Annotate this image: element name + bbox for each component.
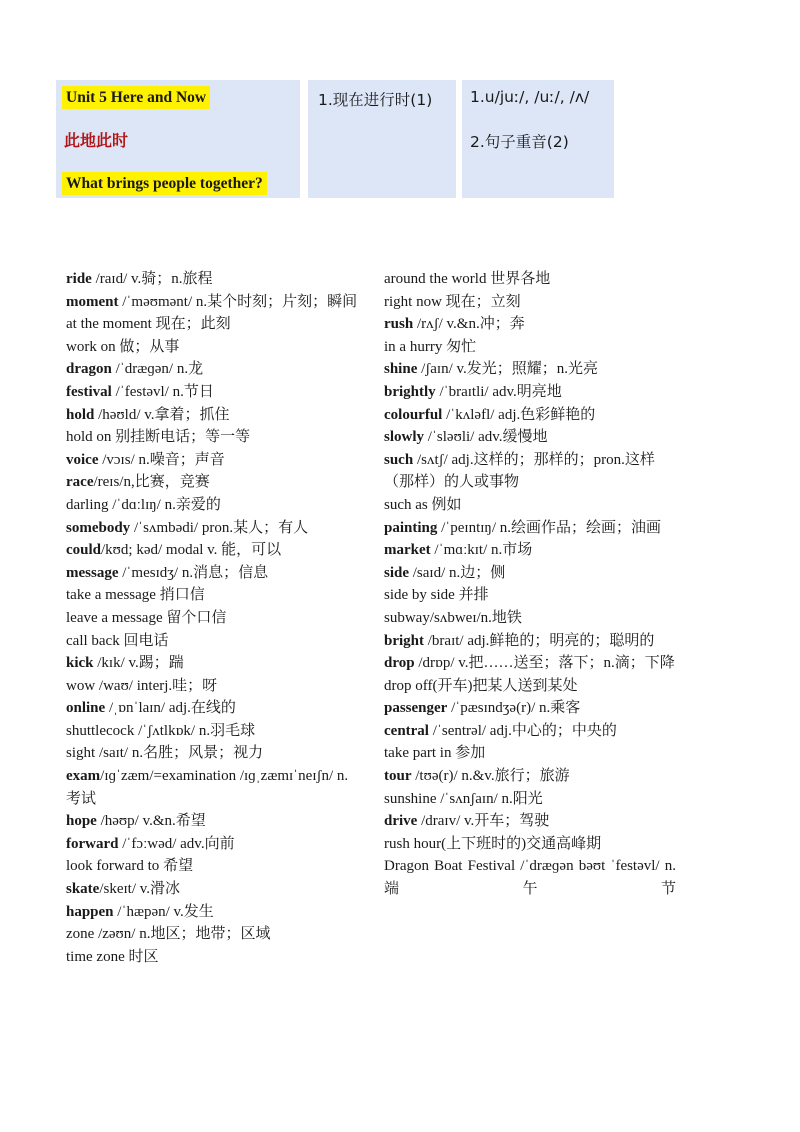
vocab-entry xyxy=(384,720,676,743)
vocab-word: exam xyxy=(66,768,101,785)
vocab-word: race xyxy=(66,474,94,491)
vocab-entry xyxy=(384,742,676,765)
grammar-item: 1.现在进行时(1) xyxy=(318,91,433,109)
vocab-entry xyxy=(384,517,676,540)
vocab-entry xyxy=(384,765,676,788)
vocab-definition: /saɪt/ n.名胜；风景；视力 xyxy=(95,745,264,762)
vocab-word: such as xyxy=(384,496,428,513)
vocab-entry xyxy=(66,449,358,472)
vocab-definition: /ˈsləʊli/ adv.缓慢地 xyxy=(424,429,548,446)
vocab-entry xyxy=(384,291,676,314)
vocab-word: look forward to xyxy=(66,858,160,875)
vocab-entry xyxy=(384,268,676,291)
vocab-word: zone xyxy=(66,926,95,943)
vocab-word: brightly xyxy=(384,383,436,400)
vocab-definition: /zəʊn/ n.地区；地带；区域 xyxy=(94,926,271,943)
vocab-definition: /sʌtʃ/ adj.这样的；那样的；pron.这样（那样）的人或事物 xyxy=(384,451,655,491)
vocab-word: forward xyxy=(66,835,119,852)
vocab-entry xyxy=(384,449,676,494)
vocab-entry xyxy=(66,358,358,381)
vocab-definition: 参加 xyxy=(451,745,486,762)
vocab-entry xyxy=(384,336,676,359)
vocab-definition: /waʊ/ interj.哇；呀 xyxy=(95,677,218,694)
vocab-entry xyxy=(384,675,676,698)
vocab-entry xyxy=(66,855,358,878)
vocab-definition: 现在；立刻 xyxy=(441,293,521,310)
vocab-definition: /ɪɡˈzæm/=examination /ɪɡˌzæmɪˈneɪʃn/ n.考试 xyxy=(66,768,349,807)
vocab-definition: /ˈməʊmənt/ n.某个时刻；片刻；瞬间 xyxy=(118,293,358,310)
vocab-word: take a message xyxy=(66,587,156,604)
vocab-word: moment xyxy=(66,293,119,310)
vocab-definition: 例如 xyxy=(427,496,462,513)
vocab-word: painting xyxy=(384,519,438,536)
vocab-word: rush hour xyxy=(384,835,442,852)
vocab-entry xyxy=(66,630,358,653)
vocab-definition: 留个口信 xyxy=(162,609,227,626)
vocab-entry xyxy=(384,788,676,811)
vocab-definition: /skeɪt/ v.滑冰 xyxy=(99,881,181,898)
vocab-definition: /ˈkʌləfl/ adj.色彩鲜艳的 xyxy=(442,406,596,423)
vocab-definition: /raɪd/ v.骑；n.旅程 xyxy=(91,271,213,287)
vocab-definition: /ˈdræɡən/ n.龙 xyxy=(111,361,204,378)
vocab-word: wow xyxy=(66,677,96,694)
vocab-entry xyxy=(66,494,358,517)
vocab-word: festival xyxy=(66,383,112,400)
vocab-definition: 现在；此刻 xyxy=(151,316,231,333)
vocab-definition: (上下班时的)交通高峰期 xyxy=(441,835,602,852)
vocab-entry xyxy=(66,652,358,675)
vocab-word: dragon xyxy=(66,361,112,378)
vocab-entry xyxy=(66,697,358,720)
vocab-entry xyxy=(384,652,676,675)
vocab-entry xyxy=(66,426,358,449)
vocab-entry xyxy=(384,833,676,856)
vocab-entry xyxy=(384,426,676,449)
vocab-entry xyxy=(66,336,358,359)
vocab-word: market xyxy=(384,542,431,559)
unit-title-cn: 此地此时 xyxy=(64,131,129,150)
vocab-definition: /kʊd; kəd/ modal v. 能，可以 xyxy=(101,542,282,559)
vocab-definition: /ˈmɑːkɪt/ n.市场 xyxy=(430,542,533,559)
vocab-definition: /ˌɒnˈlaɪn/ adj.在线的 xyxy=(105,700,236,717)
vocab-entry xyxy=(384,607,676,630)
vocab-entry xyxy=(66,562,358,585)
vocab-entry xyxy=(384,539,676,562)
vocab-word: time zone xyxy=(66,948,125,965)
vocab-word: voice xyxy=(66,451,99,468)
vocab-column-left xyxy=(66,268,358,968)
vocab-definition: 世界各地 xyxy=(486,271,551,287)
vocab-word: passenger xyxy=(384,700,448,717)
vocab-definition: /ˈfestəvl/ n.节日 xyxy=(111,383,214,400)
pronunciation-item-1: 1.u/juː/, /uː/, /ʌ/ xyxy=(470,88,590,106)
vocab-word: happen xyxy=(66,903,114,920)
vocab-word: at the moment xyxy=(66,316,152,333)
vocab-definition: /həʊp/ v.&n.希望 xyxy=(96,813,206,830)
vocab-word: central xyxy=(384,722,429,739)
vocab-definition: 希望 xyxy=(159,858,194,875)
vocab-definition: /vɔɪs/ n.噪音；声音 xyxy=(98,451,225,468)
vocab-word: side xyxy=(384,564,410,581)
vocab-definition: /tʊə(r)/ n.&v.旅行；旅游 xyxy=(411,768,570,785)
unit-title: Unit 5 Here and Now xyxy=(62,86,210,109)
vocab-entry xyxy=(66,833,358,856)
vocab-word: could xyxy=(66,542,102,559)
vocab-entry xyxy=(66,268,358,291)
vocab-entry xyxy=(66,675,358,698)
vocab-definition: /ˈpeɪntɪŋ/ n.绘画作品；绘画；油画 xyxy=(437,519,662,536)
vocab-entry xyxy=(66,742,358,765)
vocab-entry xyxy=(384,494,676,517)
vocab-definition: /ˈsʌnʃaɪn/ n.阳光 xyxy=(436,790,543,807)
vocab-definition: /ˈhæpən/ v.发生 xyxy=(113,903,214,920)
vocab-definition: /ˈsentrəl/ adj.中心的；中央的 xyxy=(428,722,617,739)
vocab-definition: /ˈʃʌtlkɒk/ n.羽毛球 xyxy=(134,722,256,739)
vocab-definition: 并排 xyxy=(454,587,489,604)
vocab-entry xyxy=(384,358,676,381)
vocab-word: tour xyxy=(384,768,412,785)
vocab-word: message xyxy=(66,564,119,581)
vocab-word: in a hurry xyxy=(384,338,443,355)
vocab-entry xyxy=(66,291,358,314)
vocab-word: drop off xyxy=(384,677,433,694)
vocab-word: Dragon Boat Festival xyxy=(384,858,516,875)
vocab-word: drop xyxy=(384,655,415,672)
vocab-definition: /həʊld/ v.拿着；抓住 xyxy=(94,406,230,423)
vocab-definition: /ˈsʌmbədi/ pron.某人；有人 xyxy=(130,519,309,536)
vocab-definition: 别挂断电话；等一等 xyxy=(111,429,251,446)
vocab-word: sunshine xyxy=(384,790,437,807)
vocab-entry xyxy=(66,901,358,924)
vocab-word: such xyxy=(384,451,414,468)
vocab-word: subway xyxy=(384,609,430,626)
vocab-word: shuttlecock xyxy=(66,722,135,739)
vocab-entry xyxy=(384,404,676,427)
vocab-entry xyxy=(66,878,358,901)
vocab-definition: /ˈpæsɪndʒə(r)/ n.乘客 xyxy=(447,700,581,717)
vocab-definition: 匆忙 xyxy=(442,338,477,355)
vocab-word: around the world xyxy=(384,271,487,287)
unit-question: What brings people together? xyxy=(62,172,267,195)
vocab-word: darling xyxy=(66,496,109,513)
vocab-definition: /kɪk/ v.踢；踹 xyxy=(93,655,184,672)
vocab-entry xyxy=(384,381,676,404)
vocab-word: leave a message xyxy=(66,609,163,626)
vocab-definition: 时区 xyxy=(124,948,159,965)
vocab-definition: /ʃaɪn/ v.发光；照耀；n.光亮 xyxy=(417,361,599,378)
vocab-entry xyxy=(66,720,358,743)
vocab-definition: /ˈdɑːlɪŋ/ n.亲爱的 xyxy=(108,496,221,513)
vocab-entry xyxy=(384,630,676,653)
vocab-definition: /rʌʃ/ v.&n.冲；奔 xyxy=(413,316,525,333)
vocab-word: online xyxy=(66,700,106,717)
vocab-definition: /ˈfɔːwəd/ adv.向前 xyxy=(118,835,235,852)
vocab-entry xyxy=(66,946,358,969)
vocab-entry xyxy=(66,313,358,336)
vocab-definition: /saɪd/ n.边；侧 xyxy=(409,564,506,581)
vocab-word: sight xyxy=(66,745,96,762)
vocab-word: call back xyxy=(66,632,120,649)
vocab-definition: /drɒp/ v.把……送至；落下；n.滴；下降 xyxy=(414,655,675,672)
vocab-definition: /draɪv/ v.开车；驾驶 xyxy=(417,813,550,830)
vocab-entry xyxy=(66,810,358,833)
vocab-word: side by side xyxy=(384,587,455,604)
vocab-word: colourful xyxy=(384,406,443,423)
vocab-entry xyxy=(384,584,676,607)
vocab-entry xyxy=(66,607,358,630)
vocab-word: take part in xyxy=(384,745,452,762)
vocab-entry xyxy=(384,855,676,900)
vocab-word: rush xyxy=(384,316,414,333)
pronunciation-item-2: 2.句子重音(2) xyxy=(470,133,569,151)
vocab-entry xyxy=(384,697,676,720)
vocab-word: shine xyxy=(384,361,418,378)
vocab-entry xyxy=(66,381,358,404)
vocab-definition: (开车)把某人送到某处 xyxy=(432,677,578,694)
vocab-word: skate xyxy=(66,881,100,898)
vocab-definition: /ˈdræɡən bəʊt ˈfestəvl/ n.端午节 xyxy=(384,858,676,898)
vocab-word: bright xyxy=(384,632,425,649)
vocab-word: ride xyxy=(66,271,92,287)
vocab-word: somebody xyxy=(66,519,131,536)
vocab-definition: 回电话 xyxy=(119,632,169,649)
vocab-word: work on xyxy=(66,338,116,355)
vocab-definition: /ˈbraɪtli/ adv.明亮地 xyxy=(435,383,562,400)
vocab-word: hold on xyxy=(66,429,112,446)
vocab-definition: /sʌbweɪ/n.地铁 xyxy=(429,609,522,626)
vocab-entry xyxy=(66,923,358,946)
vocab-column-right xyxy=(384,268,676,901)
vocab-entry xyxy=(384,810,676,833)
vocab-entry xyxy=(66,517,358,540)
vocab-entry xyxy=(66,539,358,562)
vocab-word: drive xyxy=(384,813,418,830)
vocab-definition: /braɪt/ adj.鲜艳的；明亮的；聪明的 xyxy=(424,632,655,649)
vocab-entry xyxy=(66,404,358,427)
vocab-definition: /reɪs/n,比赛，竞赛 xyxy=(93,474,210,491)
vocab-entry xyxy=(66,765,358,810)
vocab-definition: 做；从事 xyxy=(115,338,180,355)
vocab-word: hope xyxy=(66,813,97,830)
vocab-definition: /ˈmesɪdʒ/ n.消息；信息 xyxy=(118,564,269,581)
vocab-entry xyxy=(66,471,358,494)
vocab-word: kick xyxy=(66,655,94,672)
vocab-word: right now xyxy=(384,293,442,310)
vocab-definition: 捎口信 xyxy=(155,587,205,604)
vocab-entry xyxy=(384,562,676,585)
vocab-entry xyxy=(66,584,358,607)
vocab-word: slowly xyxy=(384,429,425,446)
vocab-entry xyxy=(384,313,676,336)
vocab-word: hold xyxy=(66,406,95,423)
